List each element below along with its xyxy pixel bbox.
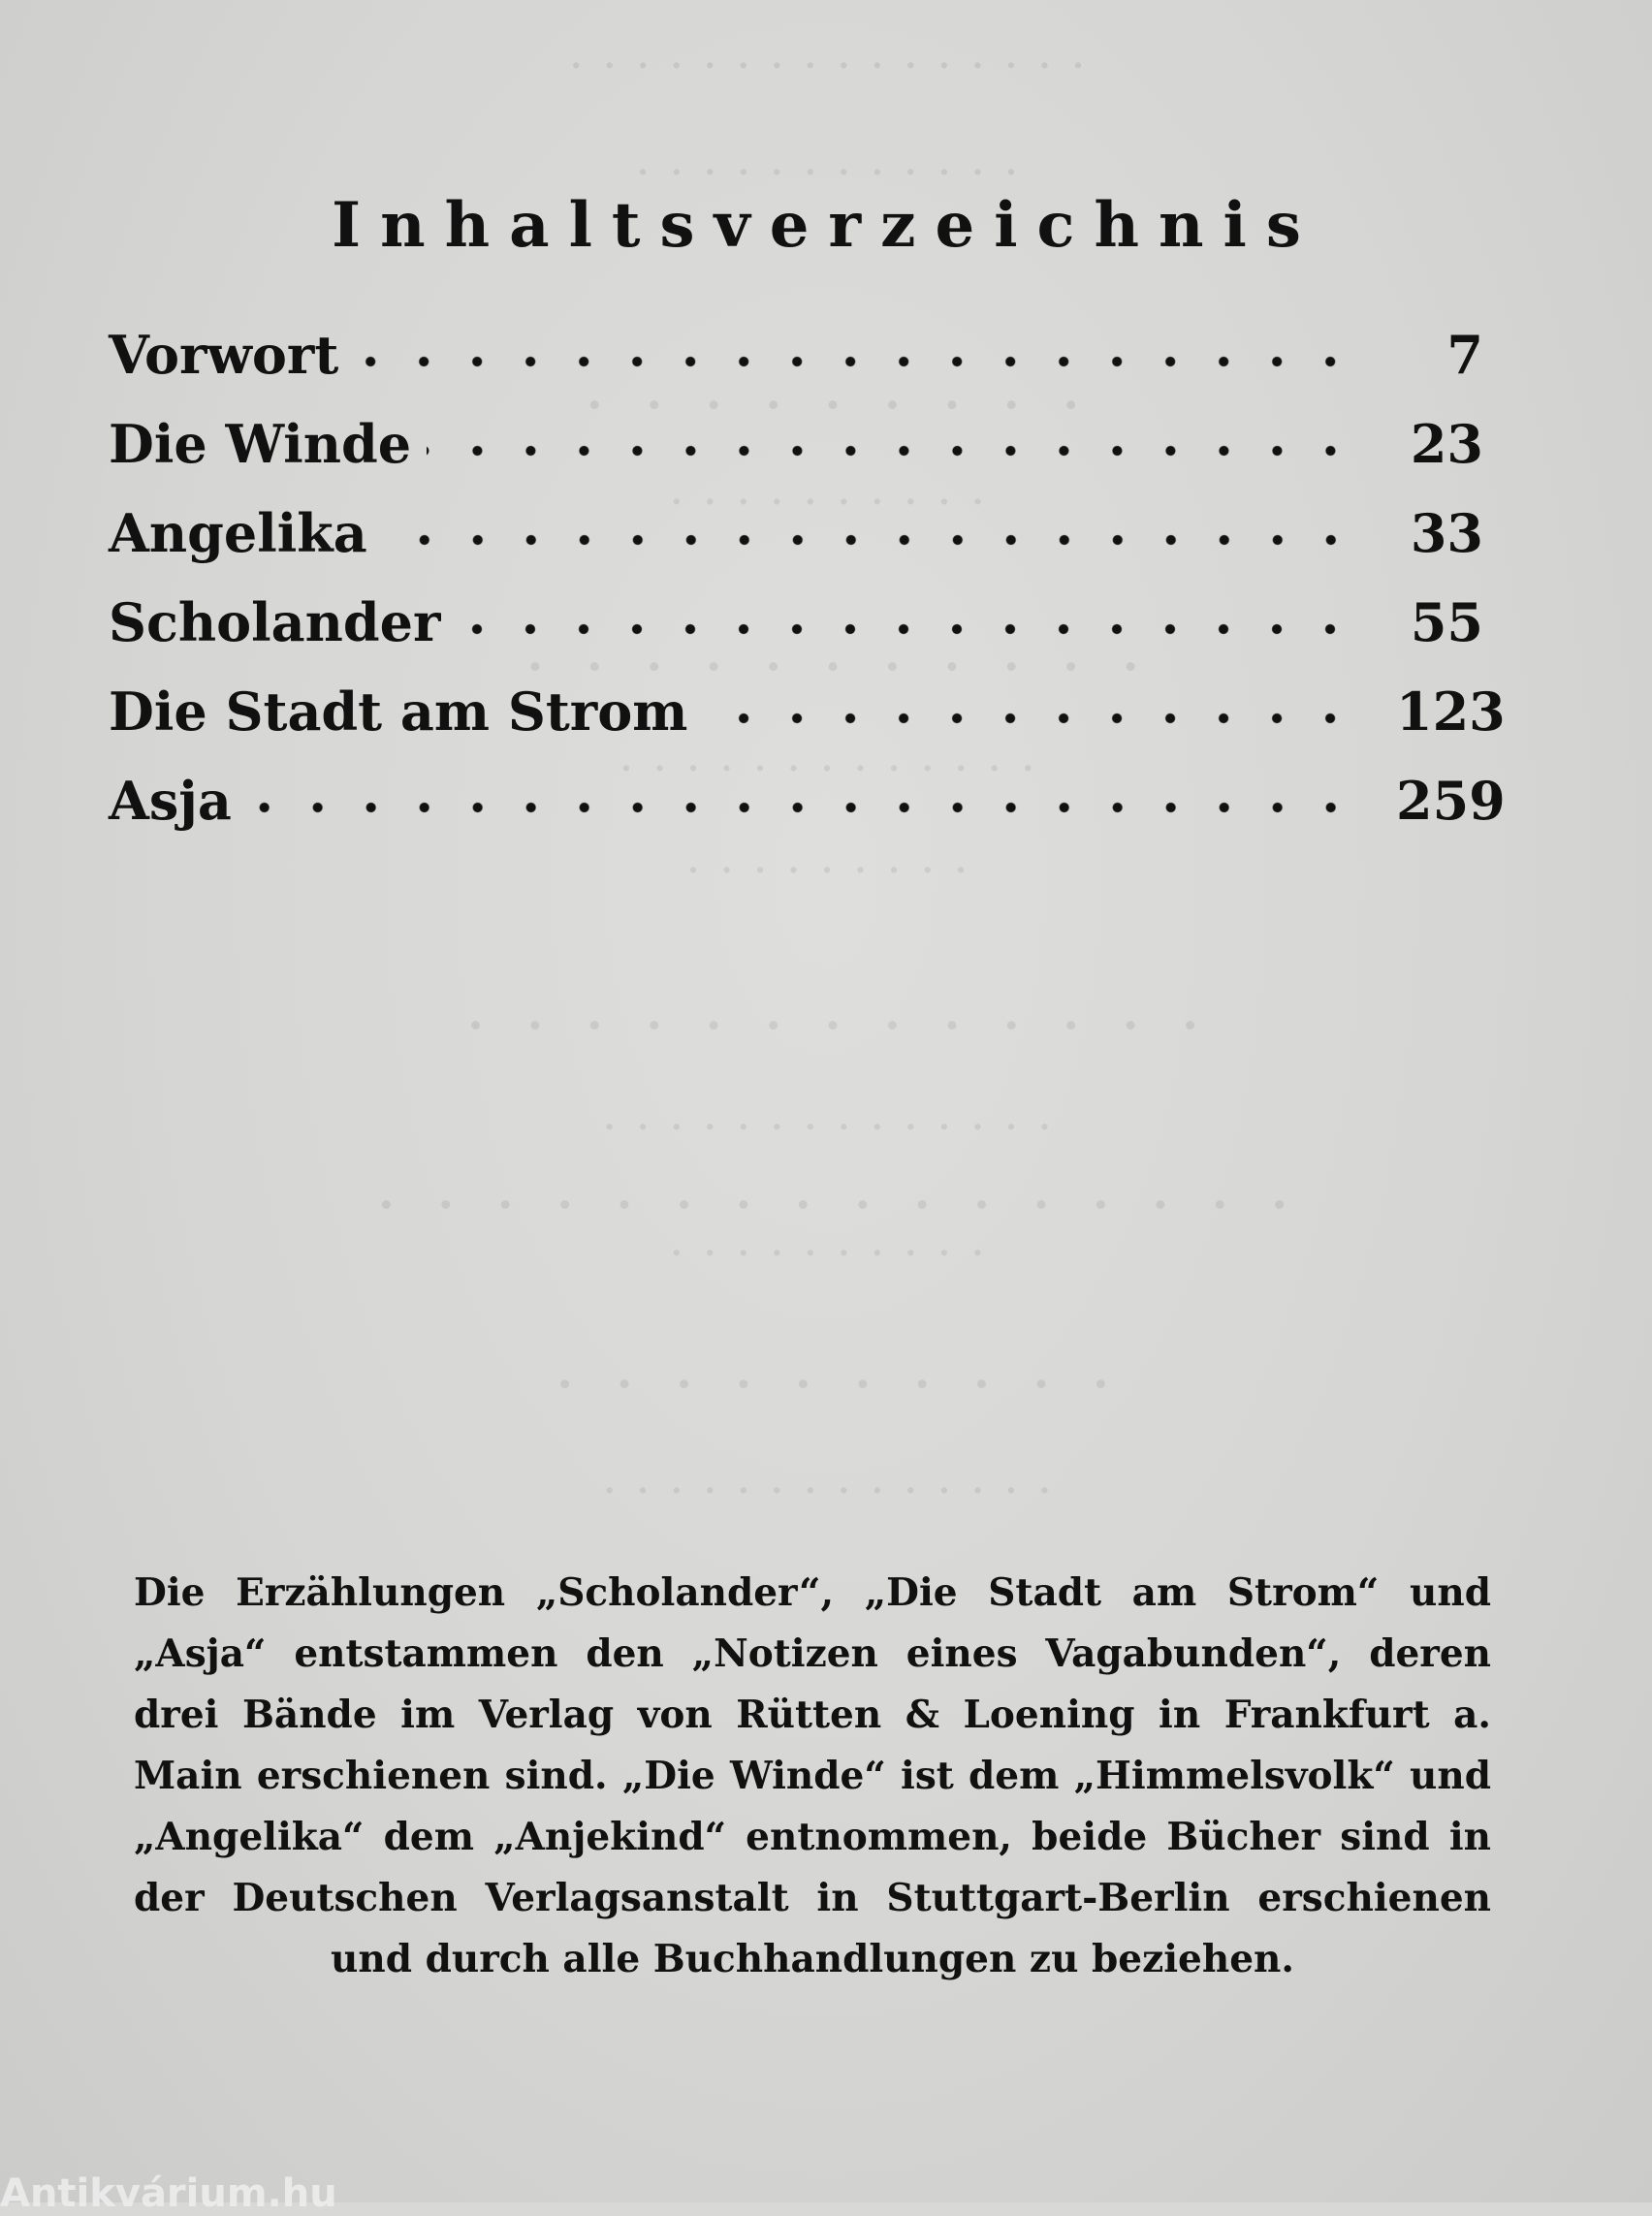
toc-entry-page: 259: [1396, 770, 1506, 832]
toc-entry-page: 7: [1446, 324, 1483, 386]
toc-leader-dots: [456, 622, 1357, 636]
toc-leader-dots: [354, 355, 1357, 368]
toc-entry-page: 33: [1410, 502, 1483, 564]
toc-entry-title: Die Stadt am Strom: [109, 681, 688, 743]
reverse-side-show-through: · · · · · · · · · · · · · · · · · · · · · · · · · · · · · · · · · · · · · · · · · · · · · · · · · · · · · · · · · · · · · · · · · · · · · · · · · · · · · · · · · · · · · · · · · · · · · · · · · · · · · · · · · · · · · · · · · · · · · · · · · · · · · · · · · · · · · · · · · · · · · · · · · · · · · · · · · · · · ·: [364, 39, 1288, 1518]
toc-leader-dots: [247, 801, 1357, 814]
toc-entry-title: Asja: [109, 770, 232, 832]
toc-entry-asja: [109, 756, 1506, 845]
toc-entry-vorwort: [109, 310, 1483, 399]
toc-entry-die-stadt-am-strom: [109, 667, 1506, 756]
toc-entry-scholander: [109, 578, 1483, 667]
toc-leader-dots: [383, 533, 1357, 547]
toc-entry-title: Angelika: [109, 502, 367, 564]
toc-entry-die-winde: [109, 399, 1483, 489]
toc-entry-page: 55: [1410, 591, 1483, 653]
toc-entry-page: 123: [1396, 681, 1506, 743]
watermark: Antikvárium.hu: [0, 2171, 337, 2216]
toc-leader-dots: [427, 444, 1357, 458]
toc-leader-dots: [703, 712, 1357, 725]
table-of-contents: [109, 310, 1506, 845]
toc-entry-title: Scholander: [109, 591, 441, 653]
toc-entry-angelika: [109, 489, 1483, 578]
publication-note: Die Erzählungen „Scholander“, „Die Stadt am Strom“ und „Asja“ entstammen den „Notizen eines Vagabunden“, deren drei Bände im Verlag von Rütten & Loening in Frankfurt a. Main erschienen sind. „Die Winde“ ist dem „Himmelsvolk“ und „Angelika“ dem „Anjekind“ entnommen, beide Bücher sind in der Deutschen Verlagsanstalt in Stuttgart-Berlin erschienen und durch alle Buchhandlungen zu beziehen.: [134, 1570, 1491, 1981]
toc-entry-title: Vorwort: [109, 324, 339, 386]
toc-entry-title: Die Winde: [109, 413, 412, 475]
contents-heading: Inhaltsverzeichnis: [332, 189, 1320, 262]
toc-entry-page: 23: [1410, 413, 1483, 475]
